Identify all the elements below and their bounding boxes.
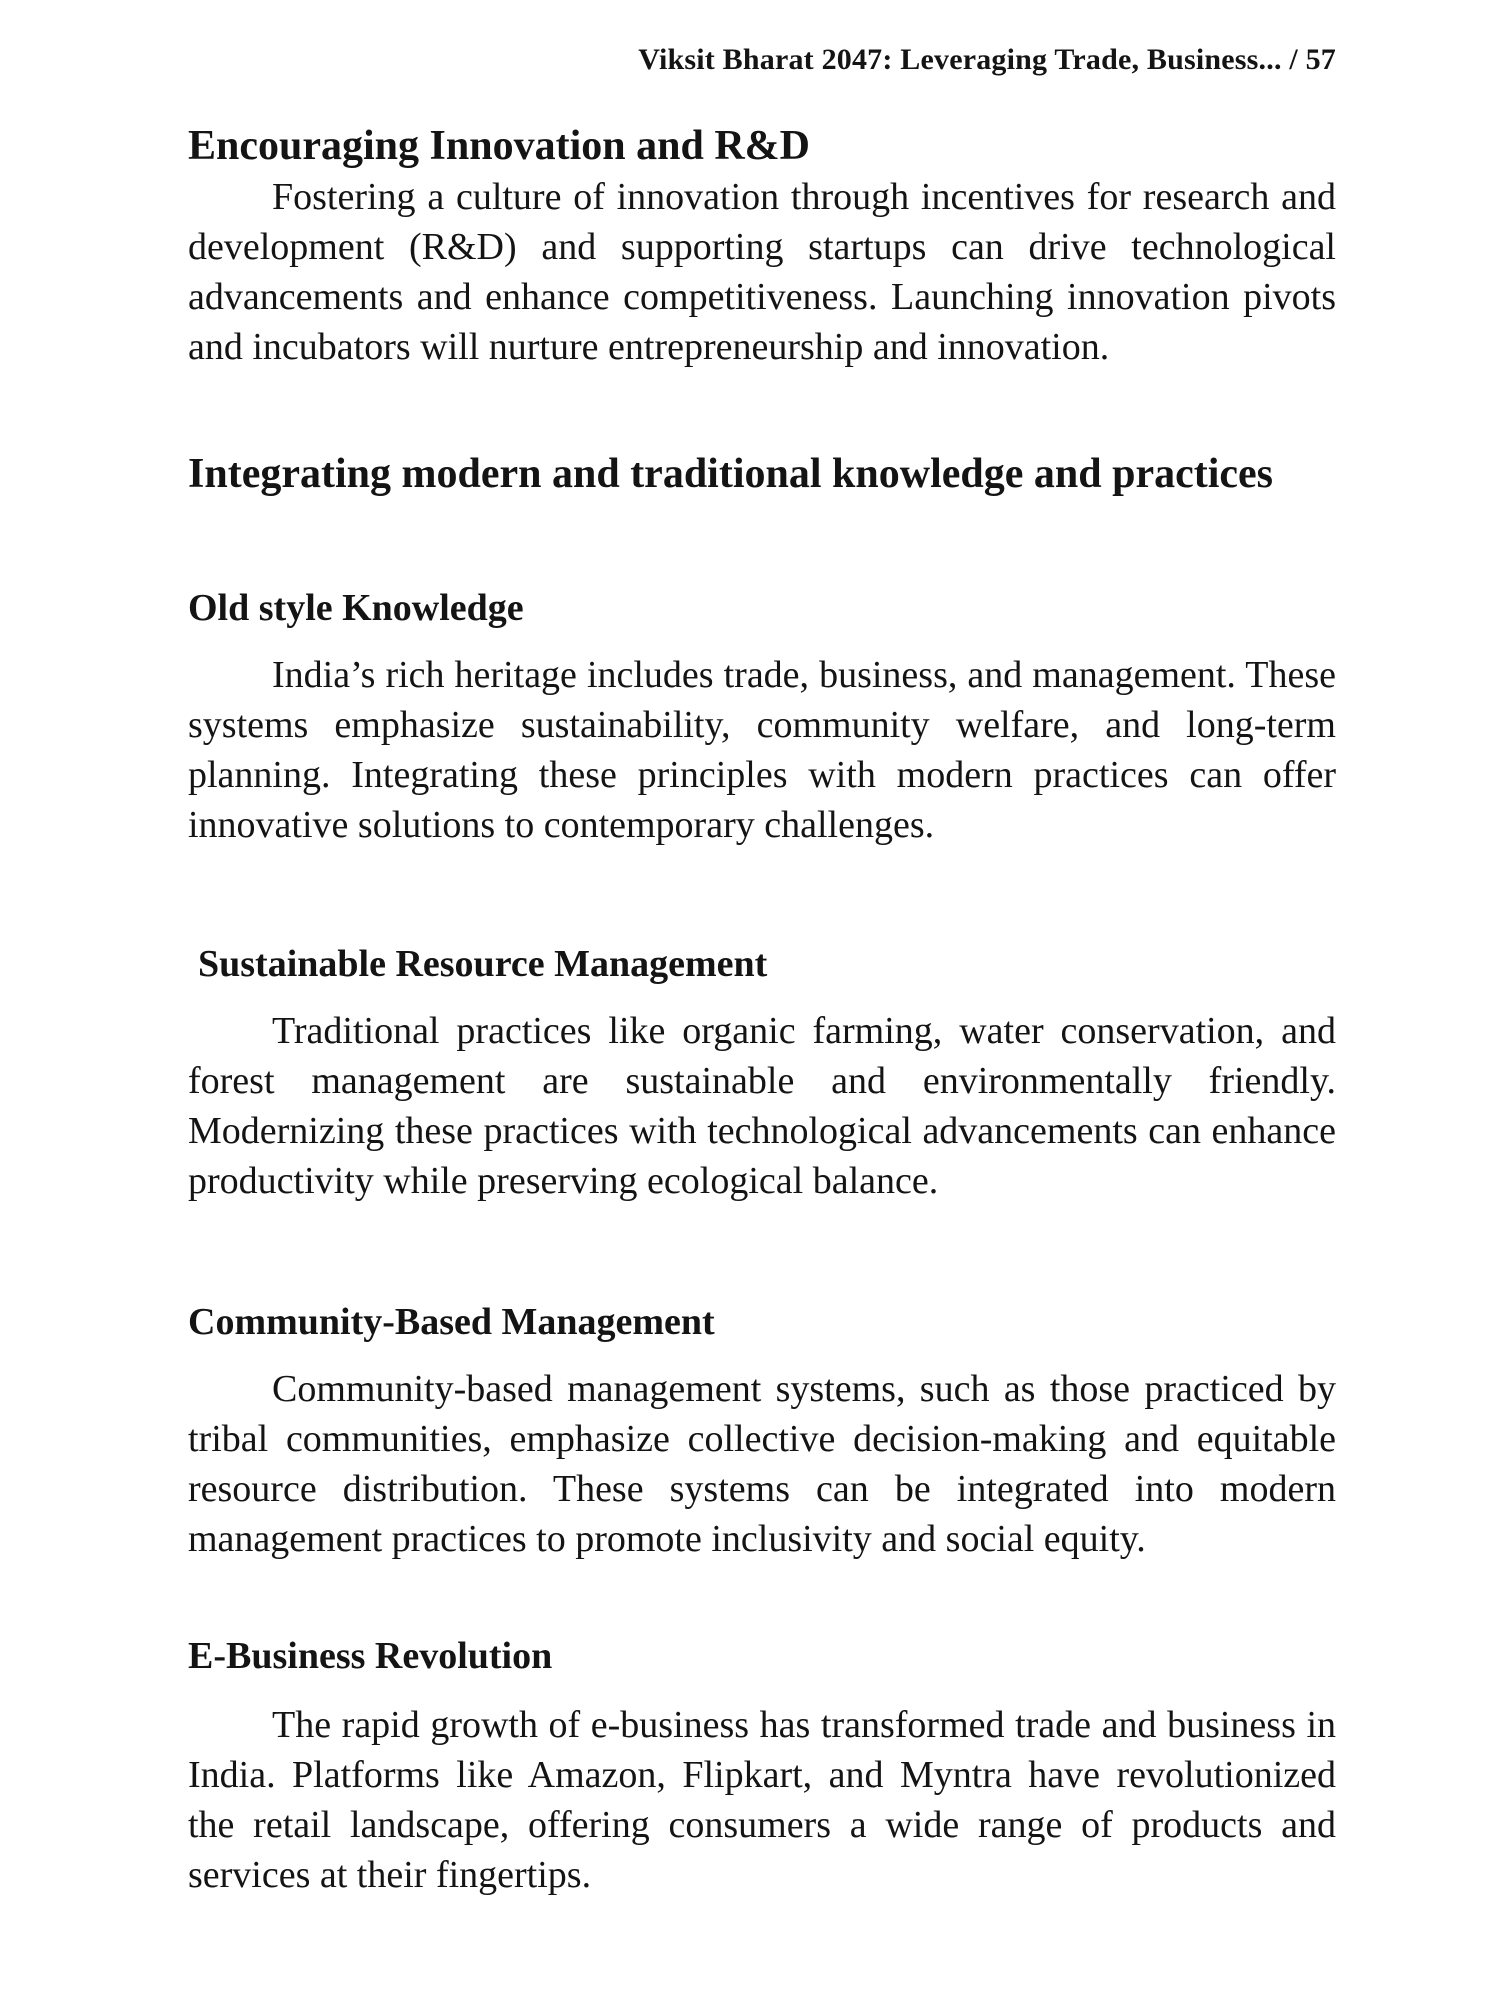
paragraph-innovation: Fostering a culture of innovation through incentives for research and development (R&D) and supporting startups can drive technological advancements and enhance competitiveness. Launching innovation pivots and incubators will nurture entrepreneurship and innovation. <box>188 176 1336 368</box>
heading-sustainable: Sustainable Resource Management <box>198 943 768 985</box>
heading-old-style: Old style Knowledge <box>188 587 524 629</box>
heading-community: Community-Based Management <box>188 1301 715 1343</box>
section-sustainable <box>188 940 1336 988</box>
paragraph-sustainable: Traditional practices like organic farming, water conservation, and forest management are sustainable and environmentally friendly. Modernizing these practices with technological advancements can enhance productivity while preserving ecological balance. <box>188 1010 1336 1202</box>
section-community <box>188 1298 1336 1564</box>
section-innovation <box>188 120 1336 372</box>
paragraph-ebusiness: The rapid growth of e-business has transformed trade and business in India. Platforms like Amazon, Flipkart, and Myntra have revolutionized the retail landscape, offering consumers a wide range of products and services at their fingertips. <box>188 1704 1336 1896</box>
section-integrating <box>188 448 1336 500</box>
paragraph-community: Community-based management systems, such as those practiced by tribal communities, emphasize collective decision-making and equitable resource distribution. These systems can be integrated into modern management practices to promote inclusivity and social equity. <box>188 1368 1336 1560</box>
book-page <box>188 38 1336 1896</box>
heading-ebusiness: E-Business Revolution <box>188 1635 553 1677</box>
paragraph-old-style: India’s rich heritage includes trade, business, and management. These systems emphasize sustainability, community welfare, and long-term planning. Integrating these principles with modern practices can offer innovative solutions to contemporary challenges. <box>188 654 1336 846</box>
running-header: Viksit Bharat 2047: Leveraging Trade, Business... / 57 <box>638 43 1336 76</box>
heading-innovation: Encouraging Innovation and R&D <box>188 123 810 169</box>
section-sustainable-body <box>188 1006 1336 1206</box>
section-ebusiness <box>188 1632 1336 1900</box>
section-old-style <box>188 584 1336 850</box>
heading-integrating: Integrating modern and traditional knowledge and practices <box>188 451 1274 497</box>
